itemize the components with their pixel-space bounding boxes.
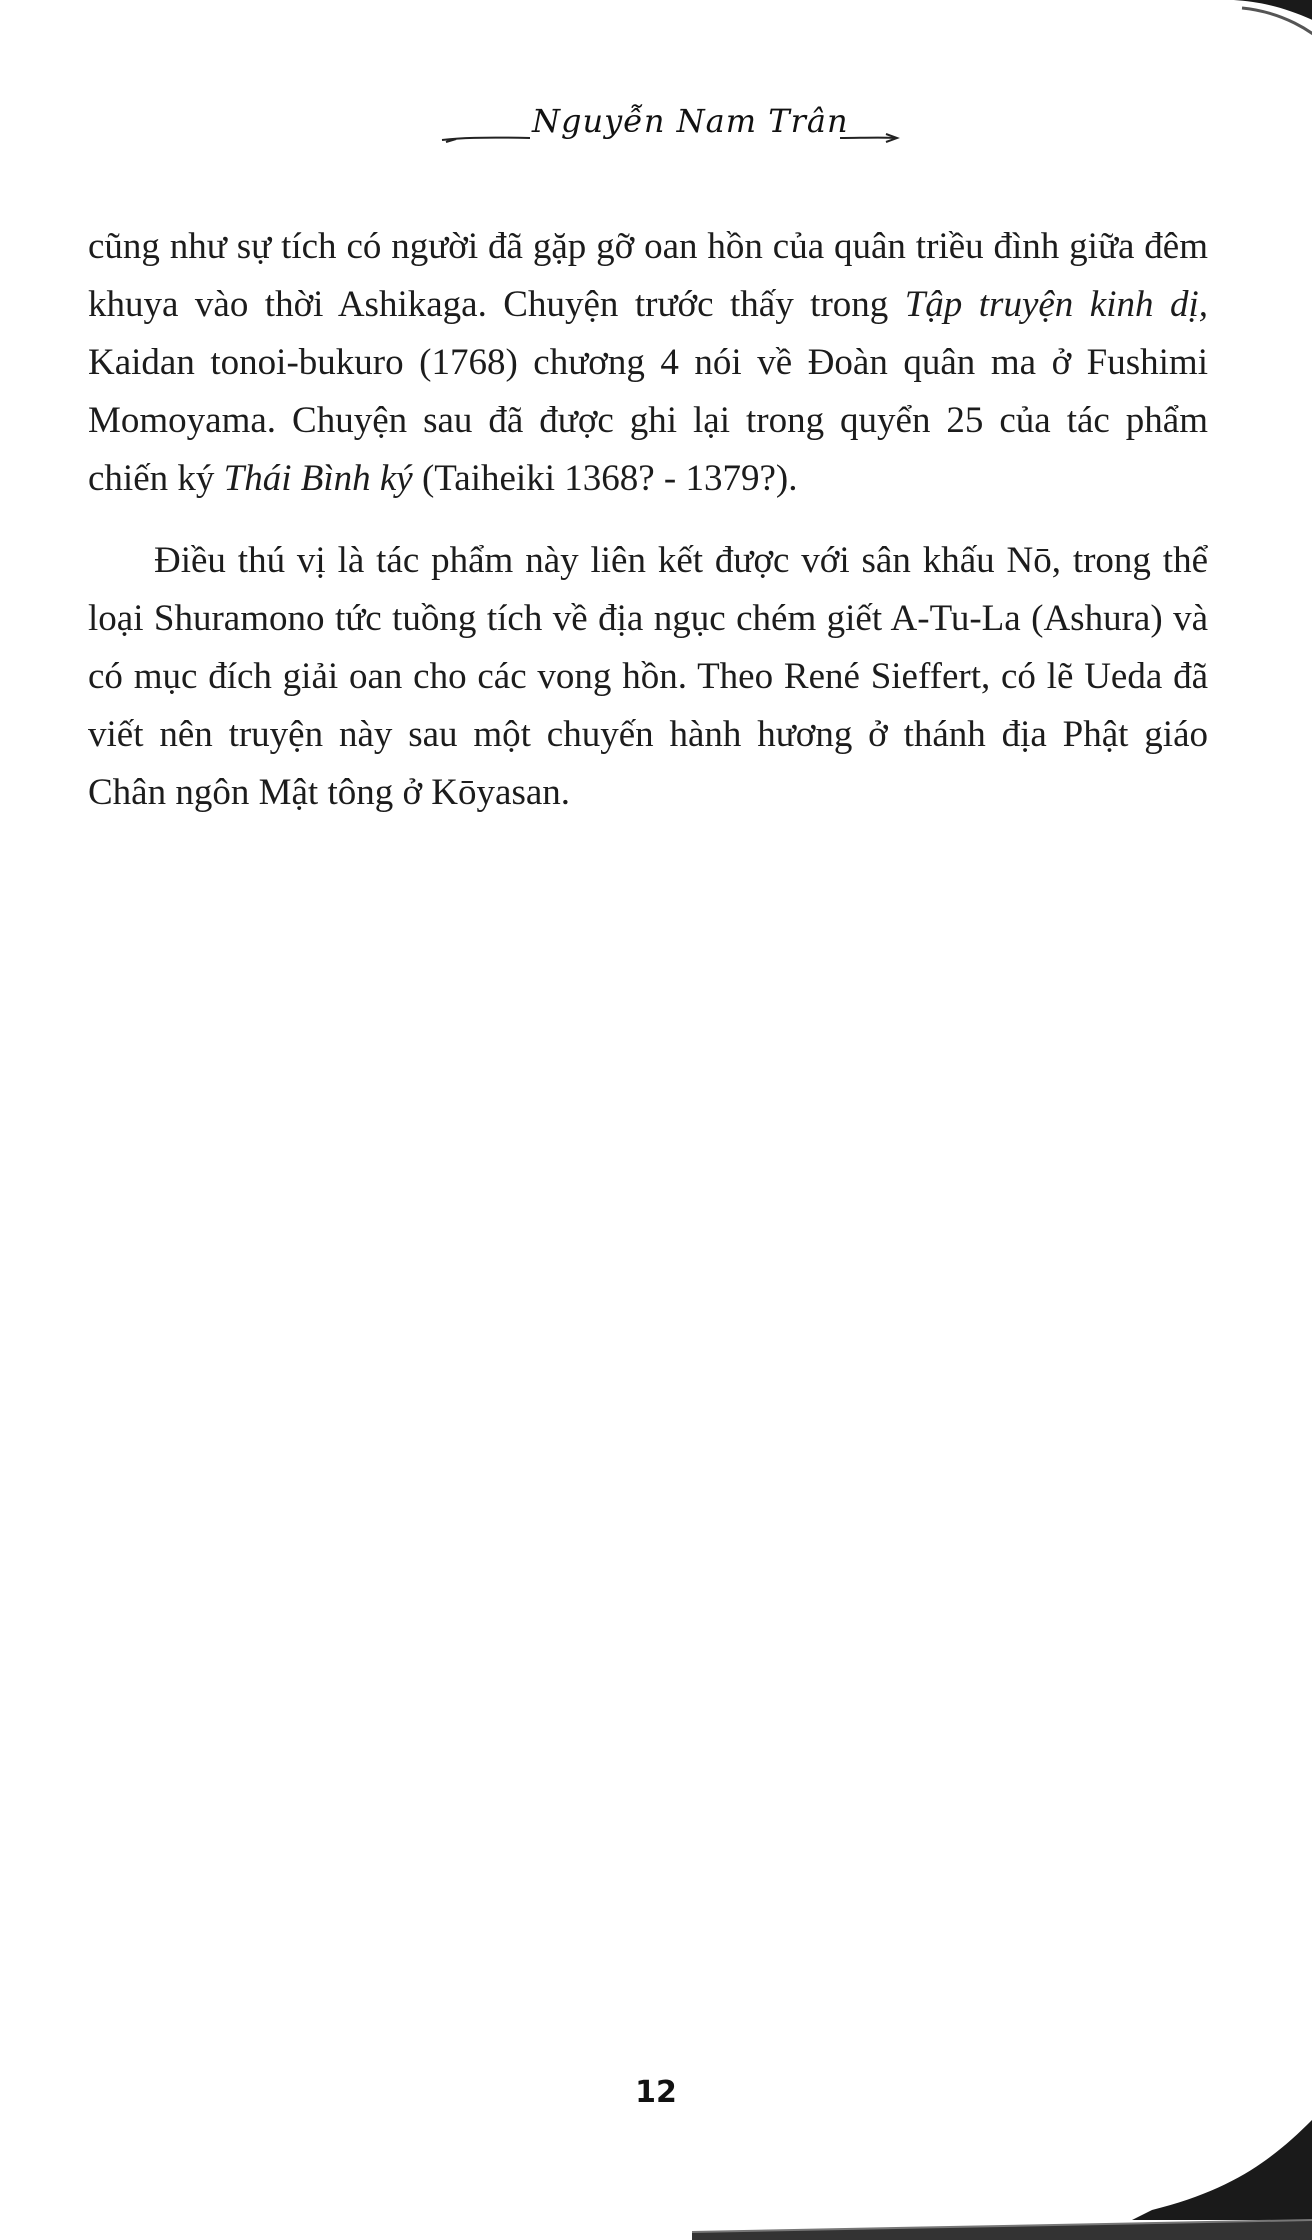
scan-edge-shadow-bottom (672, 2120, 1312, 2240)
paragraph-1-text: cũng như sự tích có người đã gặp gỡ oan hồn của quân triều đình giữa đêm khuya vào thời Ashikaga. Chuyện trước thấy trong (88, 226, 1208, 325)
paragraph-1-text: (Taiheiki 1368? - 1379?). (412, 458, 798, 499)
paragraph-1 (88, 218, 1208, 508)
page-number: 12 (635, 2075, 677, 2110)
paragraph-2-text: Điều thú vị là tác phẩm này liên kết được với sân khấu Nō, trong thể loại Shuramono tức tuồng tích về địa ngục chém giết A-Tu-La (Ashura) và có mục đích giải oan cho các vong hồn. Theo René Sieffert, có lẽ Ueda đã viết nên truyện này sau một chuyến hành hương ở thánh địa Phật giáo Chân ngôn Mật tông ở Kōyasan. (88, 540, 1208, 813)
book-title-thai-binh-ky: Thái Bình ký (223, 458, 413, 499)
paragraph-1-text: Kaidan tonoi-bukuro (1768) chương 4 nói về Đoàn quân ma ở Fushimi Momoyama. Chuyện sau đã được ghi lại trong quyển 25 của tác phẩm chiến ký (88, 342, 1208, 499)
scan-edge-shadow-top (1182, 0, 1312, 60)
body-text (88, 218, 1208, 822)
header-author-name: Nguyễn Nam Trân (532, 102, 849, 140)
book-title-tap-truyen-kinh-di: Tập truyện kinh dị, (904, 284, 1208, 325)
running-header (440, 98, 900, 148)
paragraph-2 (88, 532, 1208, 822)
